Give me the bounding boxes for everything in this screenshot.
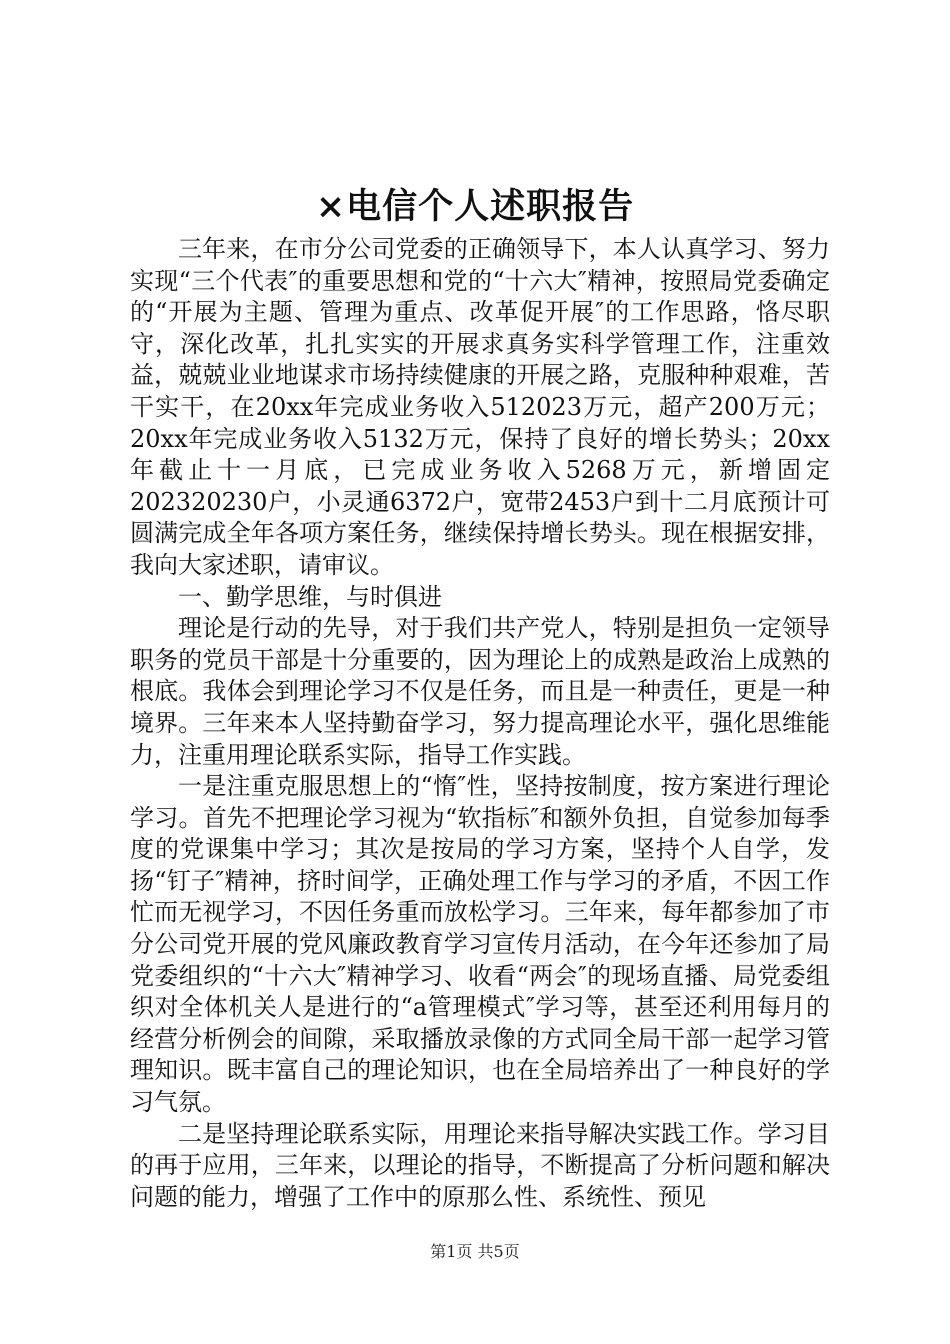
section-heading-1: 一、勤学思维，与时俱进: [178, 582, 442, 611]
page-number-footer: 第1页 共5页: [430, 1242, 520, 1261]
document-body: [130, 234, 862, 1213]
paragraph-point-1: 一是注重克服思想上的“惰″性，坚持按制度，按方案进行理论学习。首先不把理论学习视为“软指标″和额外负担，自觉参加每季度的党课集中学习；其次是按局的学习方案，坚持个人自学，发扬“钉子″精神，挤时间学，正确处理工作与学习的矛盾，不因工作忙而无视学习，不因任务重而放松学习。三年来，每年都参加了市分公司党开展的党风廉政教育学习宣传月活动，在今年还参加了局党委组织的“十六大″精神学习、收看“两会″的现场直播、局党委组织对全体机关人是进行的“a管理模式″学习等，甚至还利用每月的经营分析例会的间隙，采取播放录像的方式同全局干部一起学习管理知识。既丰富自己的理论知识，也在全局培养出了一种良好的学习气氛。: [130, 772, 830, 1117]
paragraph-intro: 三年来，在市分公司党委的正确领导下，本人认真学习、努力实现“三个代表″的重要思想和党的“十六大″精神，按照局党委确定的“开展为主题、管理为重点、改革促开展″的工作思路，恪尽职守，深化改革，扎扎实实的开展求真务实科学管理工作，注重效益，兢兢业业地谋求市场持续健康的开展之路，克服种种艰难，苦干实干，在20xx年完成业务收入512023万元，超产200万元；20xx年完成业务收入5132万元，保持了良好的增长势头；20xx年截止十一月底，已完成业务收入5268万元，新增固定 202320230户，小灵通6372户，宽带2453户到十二月底预计可圆满完成全年各项方案任务，继续保持增长势头。现在根据安排，我向大家述职，请审议。: [130, 235, 862, 579]
document-title: ×电信个人述职报告: [315, 186, 635, 227]
paragraph-point-2: 二是坚持理论联系实际，用理论来指导解决实践工作。学习目的再于应用，三年来，以理论的指导，不断提高了分析问题和解决问题的能力，增强了工作中的原那么性、系统性、预见: [130, 1119, 830, 1211]
paragraph-theory: 理论是行动的先导，对于我们共产党人，特别是担负一定领导职务的党员干部是十分重要的，因为理论上的成熟是政治上成熟的根底。我体会到理论学习不仅是任务，而且是一种责任，更是一种境界。三年来本人坚持勤奋学习，努力提高理论水平，强化思维能力，注重用理论联系实际，指导工作实践。: [130, 614, 830, 769]
